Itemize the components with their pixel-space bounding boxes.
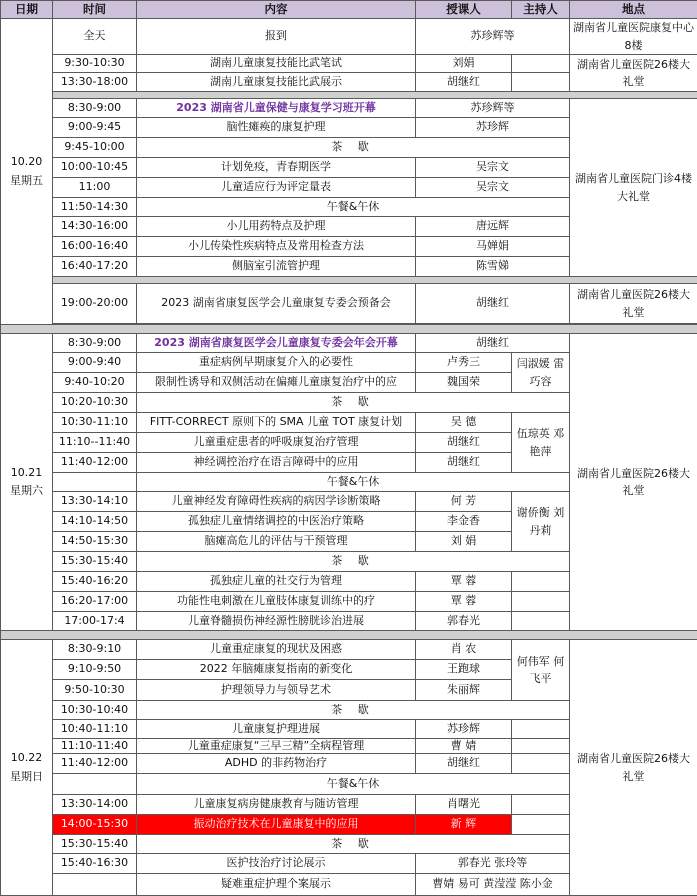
- lecturer-cell: 陈雪娣: [416, 257, 570, 277]
- lecturer-cell: 肖 农: [416, 640, 512, 660]
- venue-cell: 湖南省儿童医院26楼大礼堂: [570, 334, 697, 631]
- time-cell: 17:00-17:4: [53, 612, 137, 631]
- day-weekday: 星期五: [10, 174, 43, 187]
- lecturer-cell: 覃 蓉: [416, 592, 512, 612]
- host-cell: [512, 815, 570, 835]
- content-cell: 报到: [137, 19, 416, 55]
- lecturer-cell: 苏珍辉: [416, 118, 570, 138]
- host-cell: [512, 73, 570, 92]
- table-row: [1, 640, 697, 660]
- venue-cell: 湖南省儿童医院康复中心8楼: [570, 19, 697, 55]
- lecturer-cell: 刘娟: [416, 55, 512, 73]
- host-cell: [512, 754, 570, 774]
- day-weekday: 星期六: [10, 484, 43, 497]
- header-row: [1, 1, 697, 19]
- content-cell: 儿童适应行为评定量表: [137, 178, 416, 198]
- lecturer-cell: 胡继红: [416, 284, 570, 324]
- header-content: 内容: [137, 1, 416, 19]
- content-cell: 湖南儿童康复技能比武笔试: [137, 55, 416, 73]
- separator-row: [1, 631, 697, 640]
- lecturer-cell: 何 芳: [416, 492, 512, 512]
- time-cell: 9:50-10:30: [53, 680, 137, 701]
- time-cell: [53, 874, 137, 896]
- time-cell: 13:30-18:00: [53, 73, 137, 92]
- content-cell: 疑难重症护理个案展示: [137, 874, 416, 896]
- lecturer-cell: 魏国荣: [416, 373, 512, 393]
- content-cell: 儿童康复护理进展: [137, 720, 416, 739]
- day-cell: [1, 334, 53, 631]
- time-cell: 15:30-15:40: [53, 552, 137, 572]
- content-cell: 神经调控治疗在语言障碍中的应用: [137, 453, 416, 473]
- content-cell: 2022 年脑瘫康复指南的新变化: [137, 660, 416, 680]
- lecturer-cell: 肖曙光: [416, 795, 512, 815]
- time-cell: 9:45-10:00: [53, 138, 137, 158]
- content-cell: 小儿用药特点及护理: [137, 217, 416, 237]
- table-row: [1, 19, 697, 55]
- time-cell: 全天: [53, 19, 137, 55]
- host-cell: [512, 572, 570, 592]
- day-cell: [1, 640, 53, 896]
- lecturer-cell: 胡继红: [416, 73, 512, 92]
- lecturer-cell: 朱丽辉: [416, 680, 512, 701]
- time-cell: 14:00-15:30: [53, 815, 137, 835]
- content-cell: 振动治疗技术在儿童康复中的应用: [137, 815, 416, 835]
- lecturer-cell: 苏珍辉: [416, 720, 512, 739]
- lecturer-cell: 苏珍辉等: [416, 99, 570, 118]
- time-cell: 14:10-14:50: [53, 512, 137, 532]
- time-cell: 15:40-16:30: [53, 854, 137, 874]
- content-cell: 儿童康复病房健康教育与随访管理: [137, 795, 416, 815]
- content-cell: 儿童重症康复的现状及困惑: [137, 640, 416, 660]
- time-cell: 8:30-9:00: [53, 99, 137, 118]
- content-cell: ADHD 的非药物治疗: [137, 754, 416, 774]
- time-cell: 13:30-14:10: [53, 492, 137, 512]
- header-date: 日期: [1, 1, 53, 19]
- time-cell: 13:30-14:00: [53, 795, 137, 815]
- lecturer-cell: 胡继红: [416, 754, 512, 774]
- host-cell: [512, 720, 570, 739]
- day-date: 10.21: [11, 466, 43, 479]
- lecturer-cell: 曹婧 易可 黄滢滢 陈小金: [416, 874, 570, 896]
- lecturer-cell: 李金香: [416, 512, 512, 532]
- content-cell: 儿童重症患者的呼吸康复治疗管理: [137, 433, 416, 453]
- session-title: 2023 湖南省儿童保健与康复学习班开幕: [137, 99, 416, 118]
- header-venue: 地点: [570, 1, 697, 19]
- lecturer-cell: 胡继红: [416, 334, 570, 353]
- break-cell: 茶 歇: [137, 835, 570, 854]
- lecturer-cell: 刘 娟: [416, 532, 512, 552]
- time-cell: 10:30-10:40: [53, 701, 137, 720]
- lecturer-cell: 胡继红: [416, 433, 512, 453]
- content-cell: 孤独症儿童情绪调控的中医治疗策略: [137, 512, 416, 532]
- break-cell: 午餐&午休: [137, 774, 570, 795]
- table-row: [1, 334, 697, 353]
- time-cell: 10:20-10:30: [53, 393, 137, 413]
- host-cell: [512, 55, 570, 73]
- table-row: [1, 284, 697, 324]
- venue-cell: 湖南省儿童医院门诊4楼大礼堂: [570, 99, 697, 277]
- venue-cell: 湖南省儿童医院26楼大礼堂: [570, 640, 697, 896]
- content-cell: 儿童重症康复“三早三精”全病程管理: [137, 739, 416, 754]
- time-cell: 11:40-12:00: [53, 453, 137, 473]
- time-cell: 9:00-9:40: [53, 353, 137, 373]
- content-cell: 2023 湖南省康复医学会儿童康复专委会预备会: [137, 284, 416, 324]
- time-cell: 14:50-15:30: [53, 532, 137, 552]
- separator-row: [1, 92, 697, 99]
- host-cell: 闫淑媛 雷巧容: [512, 353, 570, 393]
- time-cell: 11:50-14:30: [53, 198, 137, 217]
- time-cell: 16:20-17:00: [53, 592, 137, 612]
- content-cell: 医护技治疗讨论展示: [137, 854, 416, 874]
- day-date: 10.22: [11, 751, 43, 764]
- content-cell: 限制性诱导和双侧活动在偏瘫儿童康复治疗中的应: [137, 373, 416, 393]
- content-cell: 孤独症儿童的社交行为管理: [137, 572, 416, 592]
- lecturer-cell: 唐远辉: [416, 217, 570, 237]
- break-cell: 茶 歇: [137, 393, 570, 413]
- lecturer-cell: 郭春光: [416, 612, 512, 631]
- break-cell: 茶 歇: [137, 701, 570, 720]
- content-cell: 小儿传染性疾病特点及常用检查方法: [137, 237, 416, 257]
- separator-row: [1, 325, 697, 334]
- content-cell: 湖南儿童康复技能比武展示: [137, 73, 416, 92]
- host-cell: [512, 795, 570, 815]
- lecturer-cell: 马婵娟: [416, 237, 570, 257]
- header-lecturer: 授课人: [416, 1, 512, 19]
- time-cell: 9:00-9:45: [53, 118, 137, 138]
- host-cell: 谢侨衡 刘丹莉: [512, 492, 570, 552]
- time-cell: 11:40-12:00: [53, 754, 137, 774]
- time-cell: 8:30-9:00: [53, 334, 137, 353]
- day-weekday: 星期日: [10, 770, 43, 783]
- content-cell: FITT-CORRECT 原则下的 SMA 儿童 TOT 康复计划: [137, 413, 416, 433]
- lecturer-cell: 胡继红: [416, 453, 512, 473]
- lecturer-cell: 吴宗文: [416, 158, 570, 178]
- break-cell: 茶 歇: [137, 138, 570, 158]
- table-row: [1, 99, 697, 118]
- content-cell: 计划免疫，青春期医学: [137, 158, 416, 178]
- header-host: 主持人: [512, 1, 570, 19]
- lecturer-cell: 卢秀三: [416, 353, 512, 373]
- time-cell: [53, 774, 137, 795]
- host-cell: 伍琼英 邓艳萍: [512, 413, 570, 473]
- break-cell: 午餐&午休: [137, 198, 570, 217]
- host-cell: [512, 592, 570, 612]
- host-cell: [512, 612, 570, 631]
- time-cell: 19:00-20:00: [53, 284, 137, 324]
- time-cell: 15:30-15:40: [53, 835, 137, 854]
- content-cell: 侧脑室引流管护理: [137, 257, 416, 277]
- break-cell: 茶 歇: [137, 552, 570, 572]
- time-cell: 11:00: [53, 178, 137, 198]
- time-cell: 8:30-9:10: [53, 640, 137, 660]
- content-cell: 护理领导力与领导艺术: [137, 680, 416, 701]
- time-cell: 16:00-16:40: [53, 237, 137, 257]
- venue-cell: 湖南省儿童医院26楼大礼堂: [570, 284, 697, 324]
- lecturer-cell: 曹 婧: [416, 739, 512, 754]
- time-cell: 10:40-11:10: [53, 720, 137, 739]
- break-cell: 午餐&午休: [137, 473, 570, 492]
- separator-row: [1, 277, 697, 284]
- time-cell: 11:10-11:40: [53, 739, 137, 754]
- session-title: 2023 湖南省康复医学会儿童康复专委会年会开幕: [137, 334, 416, 353]
- lecturer-cell: 吴宗文: [416, 178, 570, 198]
- lecturer-cell: 新 辉: [416, 815, 512, 835]
- content-cell: 儿童神经发育障碍性疾病的病因学诊断策略: [137, 492, 416, 512]
- host-cell: [512, 739, 570, 754]
- venue-cell: 湖南省儿童医院26楼大礼堂: [570, 55, 697, 92]
- time-cell: 9:40-10:20: [53, 373, 137, 393]
- time-cell: 14:30-16:00: [53, 217, 137, 237]
- content-cell: 儿童脊髓损伤神经源性膀胱诊治进展: [137, 612, 416, 631]
- header-time: 时间: [53, 1, 137, 19]
- content-cell: 脑瘫高危儿的评估与干预管理: [137, 532, 416, 552]
- table-row: [1, 55, 697, 73]
- content-cell: 功能性电刺激在儿童肢体康复训练中的疗: [137, 592, 416, 612]
- lecturer-cell: 吴 德: [416, 413, 512, 433]
- time-cell: 10:00-10:45: [53, 158, 137, 178]
- day-date: 10.20: [11, 155, 43, 168]
- time-cell: 10:30-11:10: [53, 413, 137, 433]
- day-cell: [1, 19, 53, 325]
- time-cell: 16:40-17:20: [53, 257, 137, 277]
- content-cell: 重症病例早期康复介入的必要性: [137, 353, 416, 373]
- time-cell: [53, 473, 137, 492]
- time-cell: 15:40-16:20: [53, 572, 137, 592]
- lecturer-cell: 覃 蓉: [416, 572, 512, 592]
- content-cell: 脑性瘫痪的康复护理: [137, 118, 416, 138]
- time-cell: 11:10--11:40: [53, 433, 137, 453]
- time-cell: 9:30-10:30: [53, 55, 137, 73]
- lecturer-cell: 苏珍辉等: [416, 19, 570, 55]
- lecturer-cell: 王跑球: [416, 660, 512, 680]
- lecturer-cell: 郭春光 张玲等: [416, 854, 570, 874]
- time-cell: 9:10-9:50: [53, 660, 137, 680]
- host-cell: 何伟军 何飞平: [512, 640, 570, 701]
